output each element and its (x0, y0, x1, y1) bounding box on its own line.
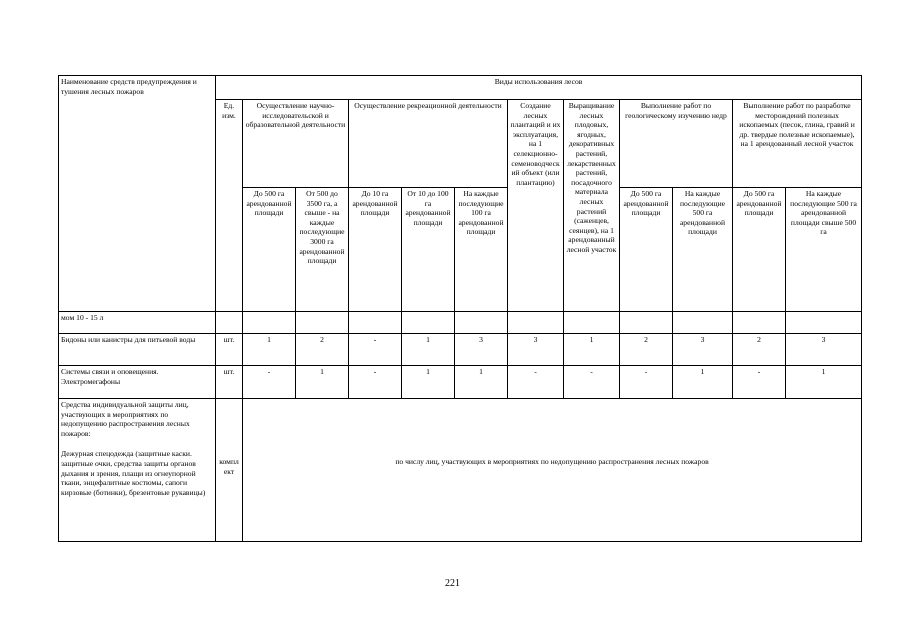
table-cell (349, 312, 402, 334)
row-name: мом 10 - 15 л (59, 312, 216, 334)
table-cell (402, 312, 455, 334)
row-unit: шт. (216, 334, 243, 366)
table-cell: - (733, 366, 786, 399)
row-name (59, 399, 216, 542)
table-cell: 1 (786, 366, 862, 399)
row-unit: шт. (216, 366, 243, 399)
group-geology-header: Выполнение работ по геологическому изучению недр (620, 100, 733, 188)
table-cell (620, 312, 673, 334)
table-cell: 3 (673, 334, 733, 366)
table-cell: 1 (564, 334, 620, 366)
table-cell: 1 (402, 366, 455, 399)
table-cell (733, 312, 786, 334)
table-cell (296, 312, 349, 334)
group-growing-header: Выращивание лесных плодовых, ягодных, декоративных растений, лекарственных растений, посадочного материала лесных растений (саженцев, сеянцев), на 1 арендованный лесной участок (564, 100, 620, 312)
table-cell: - (349, 366, 402, 399)
table-cell (243, 312, 296, 334)
table-cell: - (508, 366, 564, 399)
group-research-header: Осуществление научно-исследовательской и образовательной деятельности (243, 100, 349, 188)
sub-header: До 10 га арендованной площади (349, 188, 402, 312)
table-cell (455, 312, 508, 334)
row-name: Системы связи и оповещения. Электромегафоны (59, 366, 216, 399)
table-cell (564, 312, 620, 334)
row-name: Бидоны или канистры для питьевой воды (59, 334, 216, 366)
uses-header: Виды использования лесов (216, 76, 862, 100)
table-row (59, 399, 862, 542)
table-cell: 3 (508, 334, 564, 366)
ppe-span-note: по чиcлу лиц, участвующих в мероприятиях по недопущению распространения лесных пожаров (243, 399, 862, 542)
sub-header: До 500 га арендованной площади (620, 188, 673, 312)
table-cell: 1 (243, 334, 296, 366)
table-cell (673, 312, 733, 334)
sub-header: От 500 до 3500 га, а свыше - на каждые последующие 3000 га арендованной площади (296, 188, 349, 312)
table-row (59, 312, 862, 334)
sub-header: На каждые последующие 500 га арендованной площади (673, 188, 733, 312)
sub-header: От 10 до 100 га арендованной площади (402, 188, 455, 312)
table-cell: 1 (296, 366, 349, 399)
table-cell: 2 (620, 334, 673, 366)
name-column-header: Наименование средств предупреждения и тушения лесных пожаров (59, 76, 216, 312)
table-cell: - (243, 366, 296, 399)
table-cell: - (349, 334, 402, 366)
table-cell: 3 (786, 334, 862, 366)
table-cell (508, 312, 564, 334)
unit-column-header: Ед. изм. (216, 100, 243, 312)
group-plantations-header: Создание лесных плантаций и их эксплуатация, на 1 селекционно-семеноводческий объект (или плантацию) (508, 100, 564, 312)
sub-header: На каждые последующие 100 га арендованной площади (455, 188, 508, 312)
ppe-items: Дежурная спецодежда (защитные каски. защитные очки, средства защиты органов дыхания и зрения, плащи из огнеупорной ткани, энцефалитные костюмы, сапоги кирзовые (ботинки), брезентовые рукавицы) (61, 449, 206, 497)
row-unit (216, 312, 243, 334)
row-unit: комплект (216, 399, 243, 542)
table-cell (786, 312, 862, 334)
sub-header: До 500 га арендованной площади (733, 188, 786, 312)
page-number: 221 (445, 578, 460, 589)
table-cell: 1 (402, 334, 455, 366)
table-cell: - (620, 366, 673, 399)
sub-header: На каждые последующие 500 га арендованной площади свыше 500 га (786, 188, 862, 312)
norms-table (58, 75, 862, 542)
table-cell: - (564, 366, 620, 399)
table-cell: 1 (455, 366, 508, 399)
table-cell: 2 (733, 334, 786, 366)
table-cell: 3 (455, 334, 508, 366)
table-row (59, 334, 862, 366)
sub-header: До 500 га арендованной площади (243, 188, 296, 312)
table-cell: 1 (673, 366, 733, 399)
ppe-title: Средства индивидуальной защиты лиц, участвующих в мероприятиях по недопущению распространения лесных пожаров: (61, 400, 190, 438)
group-recreation-header: Осуществление рекреационной деятельности (349, 100, 508, 188)
table-row (59, 366, 862, 399)
table-cell: 2 (296, 334, 349, 366)
group-mining-header: Выполнение работ по разработке месторождений полезных ископаемых (песок, глина, гравий и др. твердые полезные ископаемые), на 1 арендованный лесной участок (733, 100, 862, 188)
